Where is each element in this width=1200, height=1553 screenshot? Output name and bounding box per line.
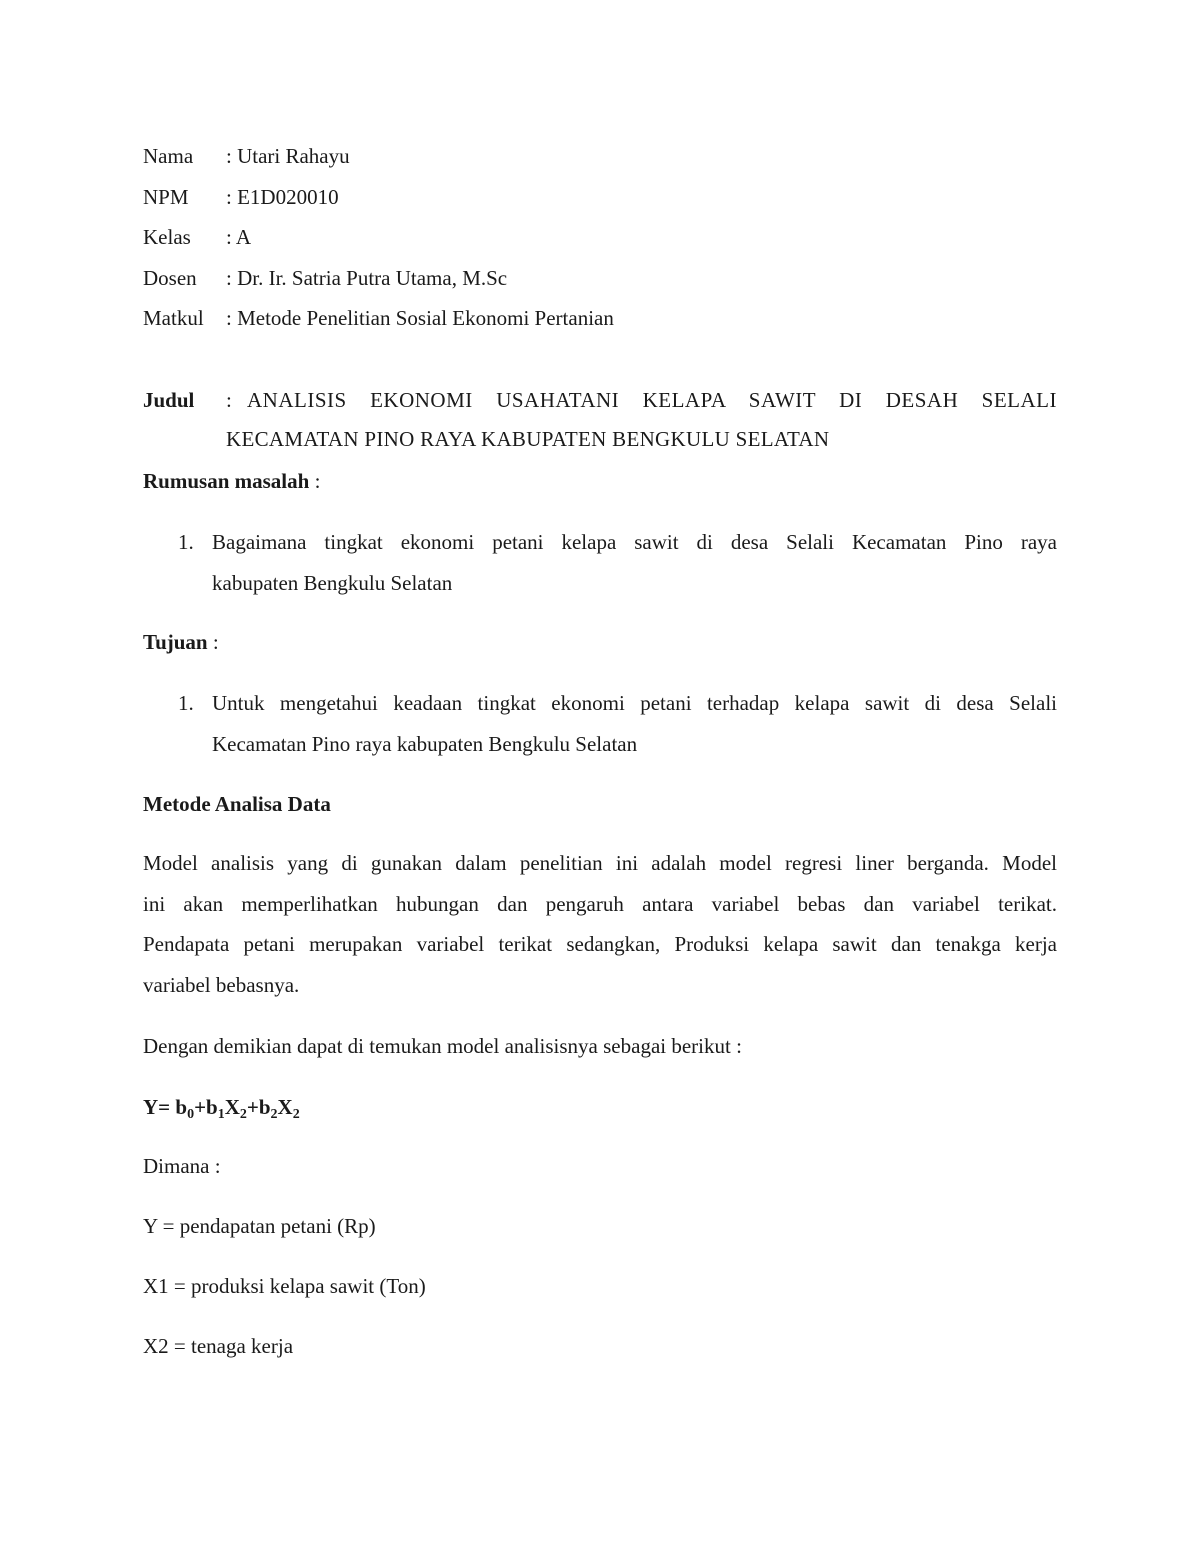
list-number: 1. <box>178 691 194 715</box>
info-value: : Utari Rahayu <box>226 144 350 168</box>
metode-heading: Metode Analisa Data <box>143 792 331 816</box>
title-line-1: ANALISIS EKONOMI USAHATANI KELAPA SAWIT DI DESAH SELALI <box>247 388 1057 412</box>
info-value: : E1D020010 <box>226 185 339 209</box>
rumusan-heading-text: Rumusan masalah <box>143 469 310 493</box>
rumusan-heading-colon: : <box>309 469 321 493</box>
tujuan-heading-colon: : <box>207 630 219 654</box>
list-item-line-1: Untuk mengetahui keadaan tingkat ekonomi petani terhadap kelapa sawit di desa Selali <box>212 691 1057 715</box>
title-label: Judul <box>143 388 195 412</box>
formula-part: X <box>224 1095 240 1119</box>
definition-y: Y = pendapatan petani (Rp) <box>143 1214 376 1238</box>
paragraph-line: Model analisis yang di gunakan dalam penelitian ini adalah model regresi liner berganda. Model <box>143 851 1057 875</box>
formula-part: X <box>277 1095 293 1119</box>
dimana-label: Dimana : <box>143 1154 221 1178</box>
metode-intro: Dengan demikian dapat di temukan model analisisnya sebagai berikut : <box>143 1034 742 1058</box>
formula-subscript: 2 <box>292 1107 300 1122</box>
rumusan-heading <box>143 471 320 492</box>
title-separator: : <box>226 388 232 412</box>
info-value: : Dr. Ir. Satria Putra Utama, M.Sc <box>226 266 508 290</box>
regression-formula <box>143 1095 300 1122</box>
info-label: Nama <box>143 144 194 168</box>
info-value: : Metode Penelitian Sosial Ekonomi Pertanian <box>226 306 614 330</box>
formula-subscript: 2 <box>239 1107 247 1122</box>
tujuan-heading <box>143 632 219 653</box>
info-label: Dosen <box>143 266 197 290</box>
paragraph-line: Pendapata petani merupakan variabel terikat sedangkan, Produksi kelapa sawit dan tenakga kerja <box>143 932 1057 956</box>
list-item-line-2: kabupaten Bengkulu Selatan <box>212 571 453 595</box>
list-item-line-1: Bagaimana tingkat ekonomi petani kelapa sawit di desa Selali Kecamatan Pino raya <box>212 530 1057 554</box>
tujuan-heading-text: Tujuan <box>143 630 208 654</box>
info-label: NPM <box>143 185 189 209</box>
paragraph-line: ini akan memperlihatkan hubungan dan pengaruh antara variabel bebas dan variabel terikat. <box>143 892 1057 916</box>
formula-subscript: 1 <box>217 1107 225 1122</box>
formula-part: +b <box>194 1095 218 1119</box>
formula-subscript: 0 <box>187 1107 195 1122</box>
info-value: : A <box>226 225 252 249</box>
paragraph-line: variabel bebasnya. <box>143 973 300 997</box>
formula-subscript: 2 <box>270 1107 278 1122</box>
formula-part: Y= b <box>143 1095 188 1119</box>
list-number: 1. <box>178 530 194 554</box>
info-label: Matkul <box>143 306 204 330</box>
definition-x1: X1 = produksi kelapa sawit (Ton) <box>143 1274 426 1298</box>
formula-part: +b <box>246 1095 271 1119</box>
list-item-line-2: Kecamatan Pino raya kabupaten Bengkulu Selatan <box>212 732 638 756</box>
info-label: Kelas <box>143 225 191 249</box>
definition-x2: X2 = tenaga kerja <box>143 1334 294 1358</box>
title-line-2: KECAMATAN PINO RAYA KABUPATEN BENGKULU SELATAN <box>226 427 830 451</box>
